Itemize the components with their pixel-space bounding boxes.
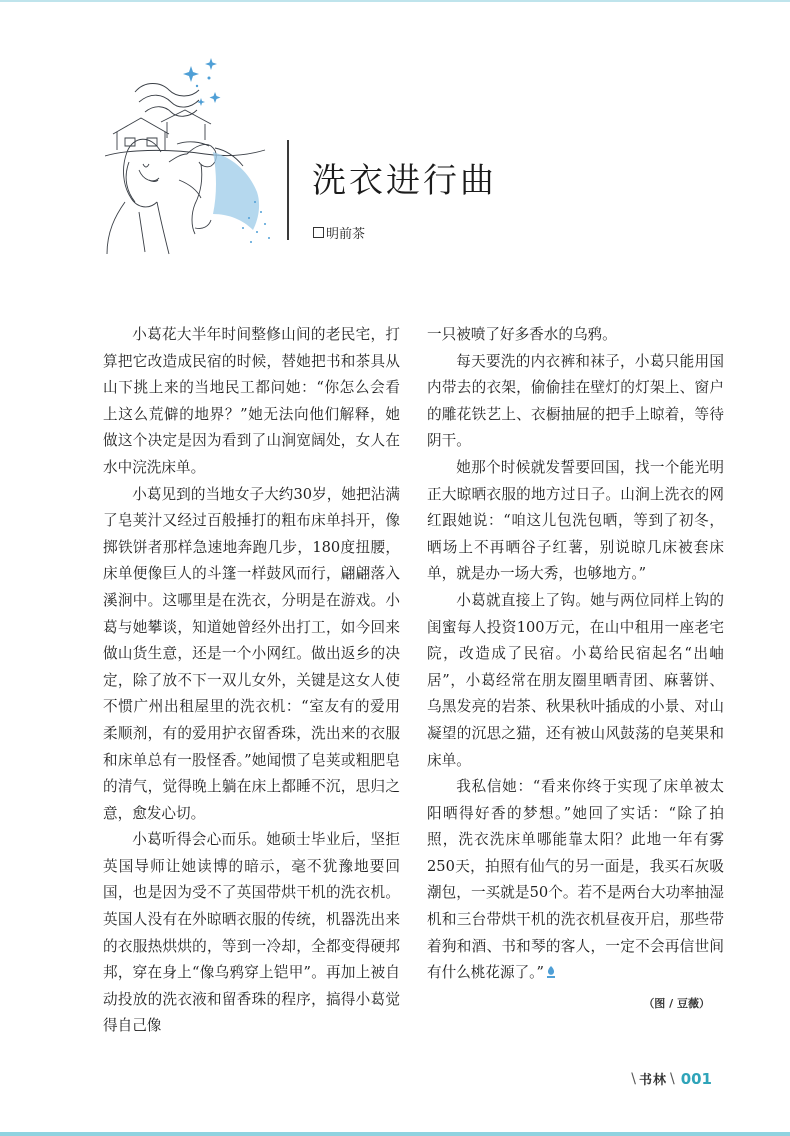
footer-slash-icon: \ (631, 1070, 636, 1087)
woman-with-laundry-illustration (105, 52, 280, 257)
page-number: 001 (680, 1069, 712, 1088)
footer-slash-icon: \ (669, 1070, 675, 1087)
left-column (103, 322, 400, 1040)
paragraph: 一只被喷了好多香水的乌鸦。 (427, 326, 617, 343)
bottom-band (0, 1132, 790, 1136)
illustration-credit: （图 / 豆薇） (643, 997, 710, 1010)
right-column (427, 322, 724, 987)
page-footer (631, 1069, 712, 1088)
end-mark-icon (546, 965, 556, 979)
paragraph: 每天要洗的内衣裤和袜子，小葛只能用国内带去的衣架，偷偷挂在壁灯的灯架上、窗户的雕花铁艺上、衣橱抽屉的把手上晾着，等待阴干。 (427, 352, 724, 450)
last-paragraph (427, 774, 724, 987)
byline-box-icon (313, 227, 324, 238)
title-divider (287, 140, 289, 240)
paragraph: 小葛花大半年时间整修山间的老民宅，打算把它改造成民宿的时候，替她把书和茶具从山下挑上来的当地民工都问她：“你怎么会看上这么荒僻的地界？”她无法向他们解释，她做这个决定是因为看到了山涧宽阔处，女人在水中浣洗床单。 (103, 326, 400, 476)
article-title: 洗衣进行曲 (312, 161, 497, 201)
byline (313, 223, 365, 242)
author-name: 明前茶 (326, 227, 366, 242)
paragraph: 小葛就直接上了钩。她与两位同样上钩的闺蜜每人投资100万元，在山中租用一座老宅院，改造成了民宿。小葛给民宿起名“出岫居”，小葛经常在朋友圈里晒青团、麻薯饼、乌黑发亮的岩茶、秋果秋叶插成的小景、对山凝望的沉思之猫，还有被山风鼓荡的皂荚果和床单。 (427, 591, 724, 769)
magazine-name: 书林 (638, 1073, 667, 1088)
paragraph: 小葛见到的当地女子大约30岁，她把沾满了皂荚汁又经过百般捶打的粗布床单抖开，像掷铁饼者那样急速地奔跑几步，180度扭腰，床单便像巨人的斗篷一样鼓风而行，翩翩落入溪涧中。这哪里是在洗衣，分明是在游戏。小葛与她攀谈，知道她曾经外出打工，如今回来做山货生意，还是一个小网红。做出返乡的决定，除了放不下一双儿女外，关键是这女人使不惯广州出租屋里的洗衣机：“室友有的爱用柔顺剂，有的爱用护衣留香珠，洗出来的衣服和床单总有一股怪香。”她闻惯了皂荚或粗肥皂的清气，觉得晚上躺在床上都睡不沉，思归之意，愈发心切。 (103, 485, 400, 822)
paragraph-text: 我私信她：“看来你终于实现了床单被太阳晒得好香的梦想。”她回了实话：“除了拍照，洗衣洗床单哪能靠太阳？此地一年有雾250天，拍照有仙气的另一面是，我买石灰吸潮包，一买就是50个。若不是两台大功率抽湿机和三台带烘干机的洗衣机昼夜开启，那些带着狗和酒、书和琴的客人，一定不会再信世间有什么桃花源了。” (427, 778, 724, 982)
paragraph: 她那个时候就发誓要回国，找一个能光明正大晾晒衣服的地方过日子。山涧上洗衣的网红跟她说：“咱这儿包洗包晒，等到了初冬，晒场上不再晒谷子红薯，别说晾几床被套床单，就是办一场大秀，也够地方。” (427, 458, 724, 583)
top-rule (0, 0, 790, 2)
paragraph: 小葛听得会心而乐。她硕士毕业后，坚拒英国导师让她读博的暗示，毫不犹豫地要回国，也是因为受不了英国带烘干机的洗衣机。英国人没有在外晾晒衣服的传统，机器洗出来的衣服热烘烘的，等到一冷却，全都变得硬邦邦，穿在身上“像乌鸦穿上铠甲”。再加上被自动投放的洗衣液和留香珠的程序，搞得小葛觉得自己像 (103, 831, 400, 1035)
